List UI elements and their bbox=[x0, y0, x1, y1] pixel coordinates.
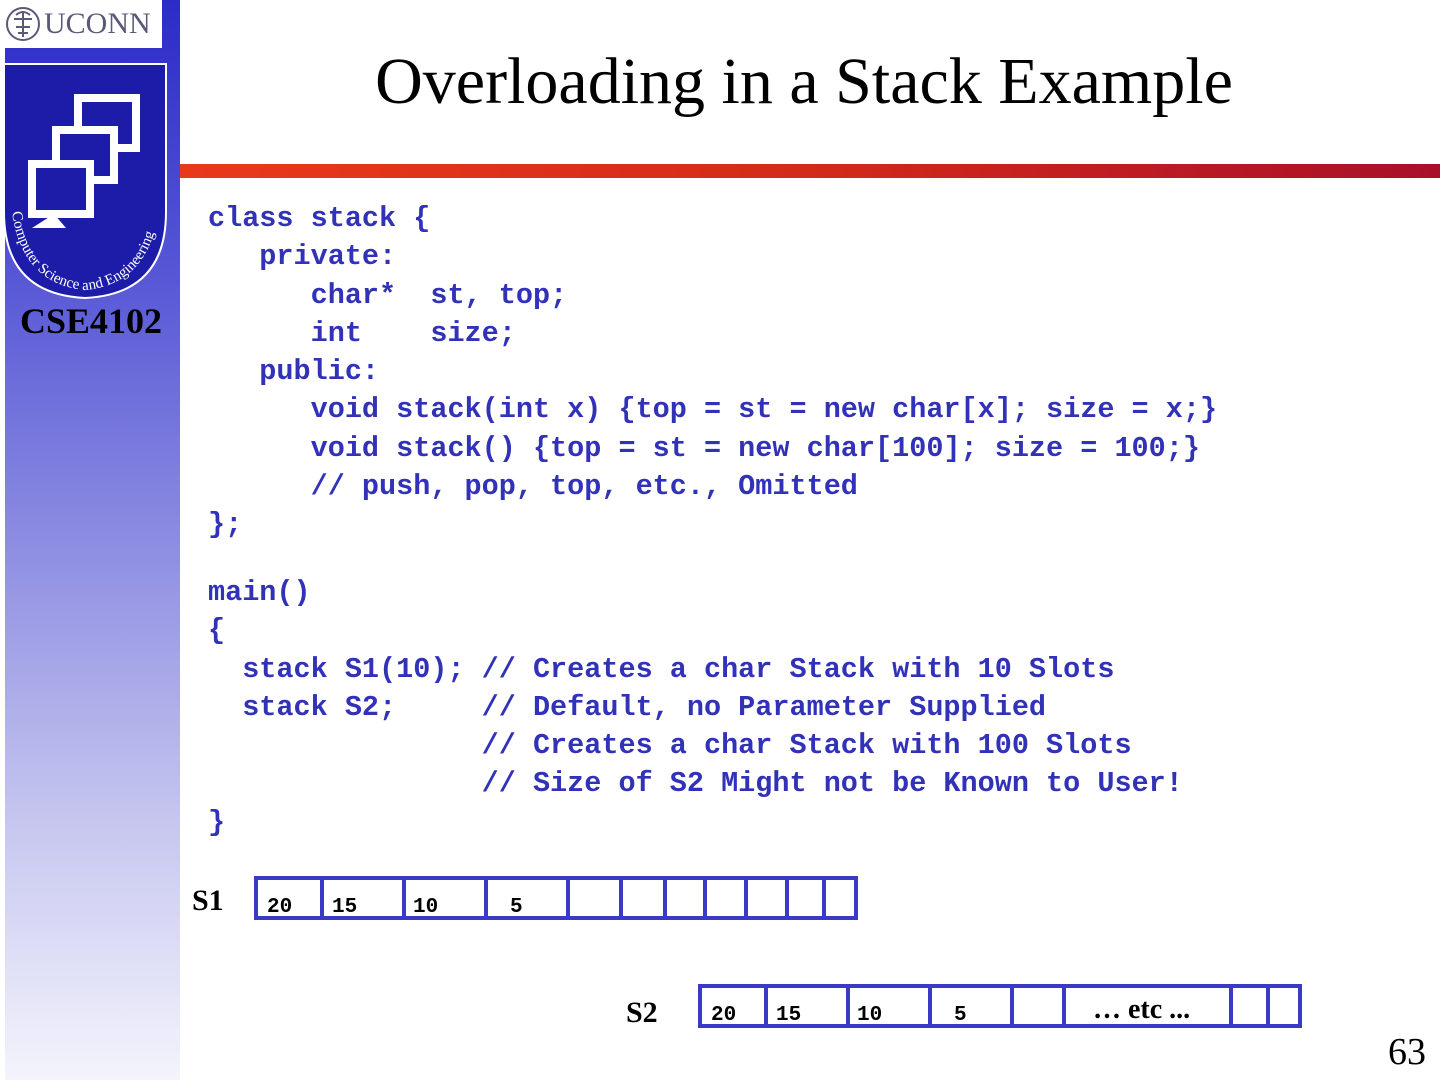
stack-s1-value: 5 bbox=[510, 896, 523, 919]
main-code-block: main() { stack S1(10); // Creates a char Stack with 10 Slots stack S2; // Default, no Parameter Supplied // Creates a char Stack with 100 Slots // Size of S2 Might not be Known to User! } bbox=[208, 576, 1183, 839]
class-code-block: class stack { private: char* st, top; int size; public: void stack(int x) {top = st = new char[x]; size = x;} void stack() {top = st = new char[100]; size = 100;} // push, pop, top, etc., Omitted }; bbox=[208, 202, 1218, 542]
course-code: CSE4102 bbox=[20, 301, 163, 341]
stack-s2-value: 15 bbox=[776, 1004, 802, 1027]
stack-s1-cell bbox=[667, 880, 707, 916]
stack-s1-cell bbox=[826, 880, 862, 916]
cse-logo-text: Computer Science and Engineering bbox=[8, 210, 159, 295]
stack-s1-value: 15 bbox=[332, 896, 358, 919]
stack-s2-cell bbox=[1270, 988, 1306, 1024]
stack-s2-label: S2 bbox=[626, 996, 658, 1029]
page-number: 63 bbox=[1388, 1031, 1426, 1073]
stack-s1-value: 10 bbox=[413, 896, 439, 919]
stack-s1-cell bbox=[707, 880, 748, 916]
stack-s1-cell bbox=[748, 880, 789, 916]
uconn-wordmark-text: UCONN bbox=[44, 7, 151, 40]
title-divider bbox=[180, 164, 1440, 178]
uconn-wordmark bbox=[2, 0, 162, 48]
husky-seal-icon bbox=[4, 5, 42, 43]
stack-s1-cell bbox=[789, 880, 826, 916]
cse-department-logo bbox=[2, 62, 168, 302]
stack-s2-cell bbox=[932, 988, 1014, 1024]
stack-s1-cell bbox=[570, 880, 623, 916]
stack-s2-value: 20 bbox=[711, 1004, 737, 1027]
slide-title: Overloading in a Stack Example bbox=[375, 45, 1233, 118]
stack-s1-cell bbox=[488, 880, 570, 916]
stack-s1-value: 20 bbox=[267, 896, 293, 919]
stack-s2-cell bbox=[1014, 988, 1066, 1024]
stack-s2-value: 5 bbox=[954, 1004, 967, 1027]
stack-s2-value: 10 bbox=[857, 1004, 883, 1027]
stack-s2-ellipsis: … etc ... bbox=[1093, 994, 1191, 1025]
stack-s2-cell bbox=[1233, 988, 1270, 1024]
stack-s1-cell bbox=[623, 880, 667, 916]
stack-s1-label: S1 bbox=[192, 884, 224, 917]
